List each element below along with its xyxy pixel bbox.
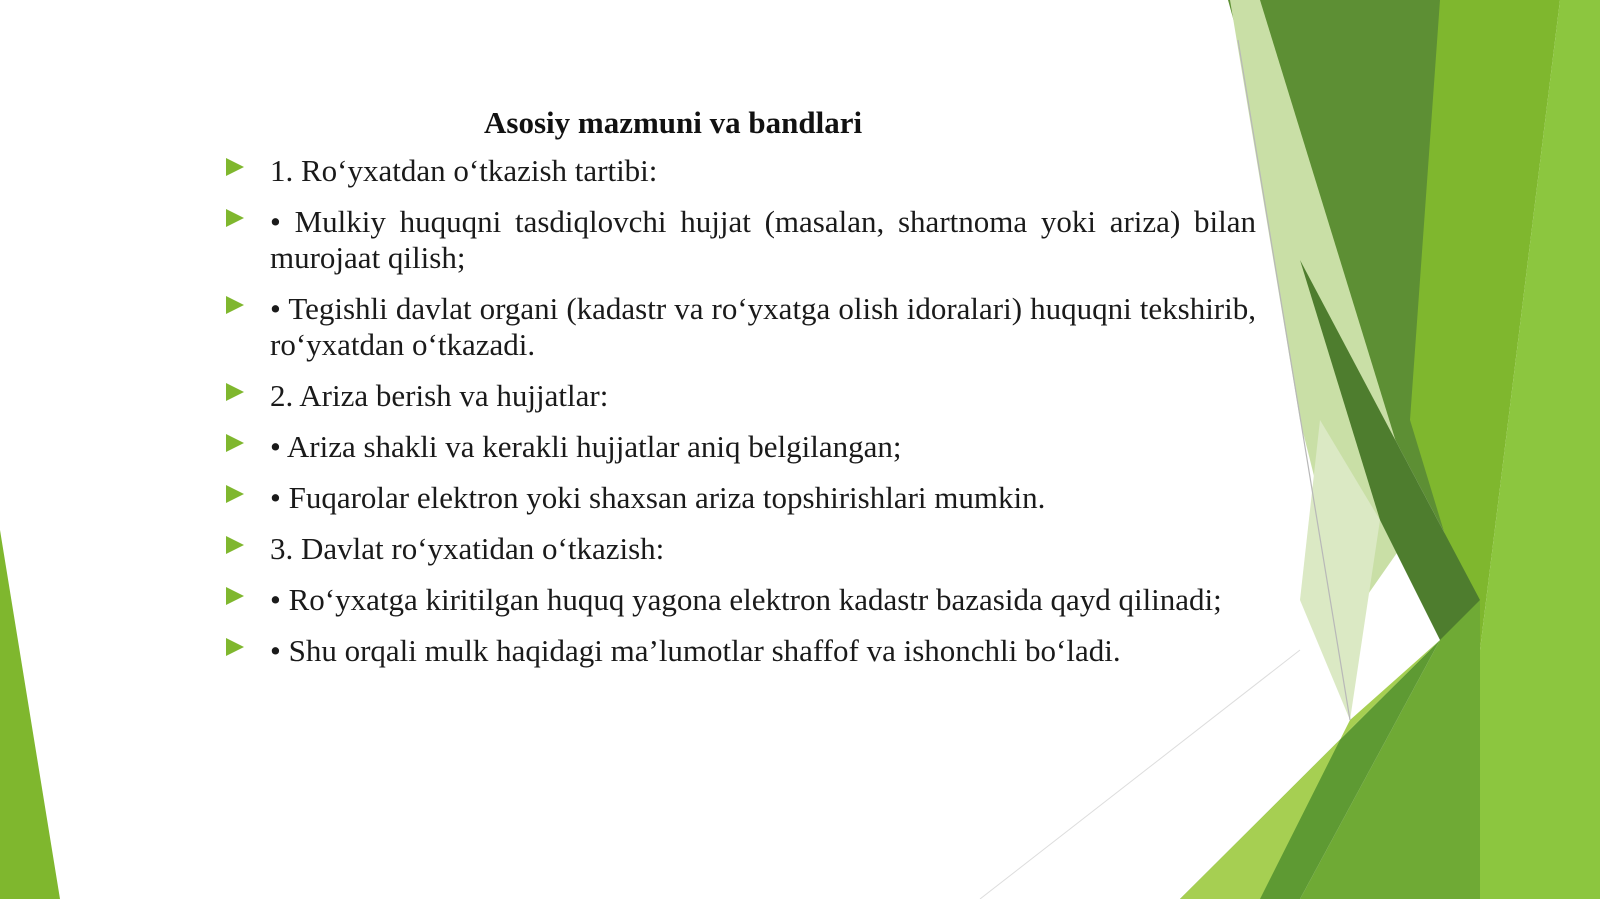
list-item-text: 1. Ro‘yxatdan o‘tkazish tartibi:	[270, 153, 658, 189]
list-item	[226, 480, 1256, 516]
triangle-bullet-icon	[226, 434, 244, 452]
left-green-strip	[0, 530, 60, 899]
list-item-text: • Mulkiy huquqni tasdiqlovchi hujjat (masalan, shartnoma yoki ariza) bilan murojaat qilish;	[270, 204, 1256, 276]
list-item	[226, 153, 1256, 189]
list-item	[226, 531, 1256, 567]
bullet-list	[226, 153, 1256, 669]
list-item-text: • Ro‘yxatga kiritilgan huquq yagona elektron kadastr bazasida qayd qilinadi;	[270, 582, 1222, 618]
triangle-bullet-icon	[226, 638, 244, 656]
slide-content	[226, 104, 1256, 684]
list-item	[226, 582, 1256, 618]
list-item	[226, 429, 1256, 465]
triangle-bullet-icon	[226, 158, 244, 176]
list-item-text: • Fuqarolar elektron yoki shaxsan ariza topshirishlari mumkin.	[270, 480, 1046, 516]
triangle-bullet-icon	[226, 383, 244, 401]
list-item-text: • Shu orqali mulk haqidagi ma’lumotlar shaffof va ishonchli bo‘ladi.	[270, 633, 1121, 669]
slide-title: Asosiy mazmuni va bandlari	[484, 105, 863, 140]
triangle-bullet-icon	[226, 209, 244, 227]
triangle-bullet-icon	[226, 587, 244, 605]
triangle-bullet-icon	[226, 536, 244, 554]
triangle-bullet-icon	[226, 485, 244, 503]
list-item-text: 2. Ariza berish va hujjatlar:	[270, 378, 609, 414]
list-item-text: 3. Davlat ro‘yxatidan o‘tkazish:	[270, 531, 665, 567]
list-item	[226, 204, 1256, 276]
list-item	[226, 633, 1256, 669]
list-item	[226, 291, 1256, 363]
triangle-bullet-icon	[226, 296, 244, 314]
list-item-text: • Tegishli davlat organi (kadastr va ro‘yxatga olish idoralari) huquqni tekshirib, ro‘yxatdan o‘tkazadi.	[270, 291, 1256, 363]
list-item	[226, 378, 1256, 414]
list-item-text: • Ariza shakli va kerakli hujjatlar aniq belgilangan;	[270, 429, 902, 465]
